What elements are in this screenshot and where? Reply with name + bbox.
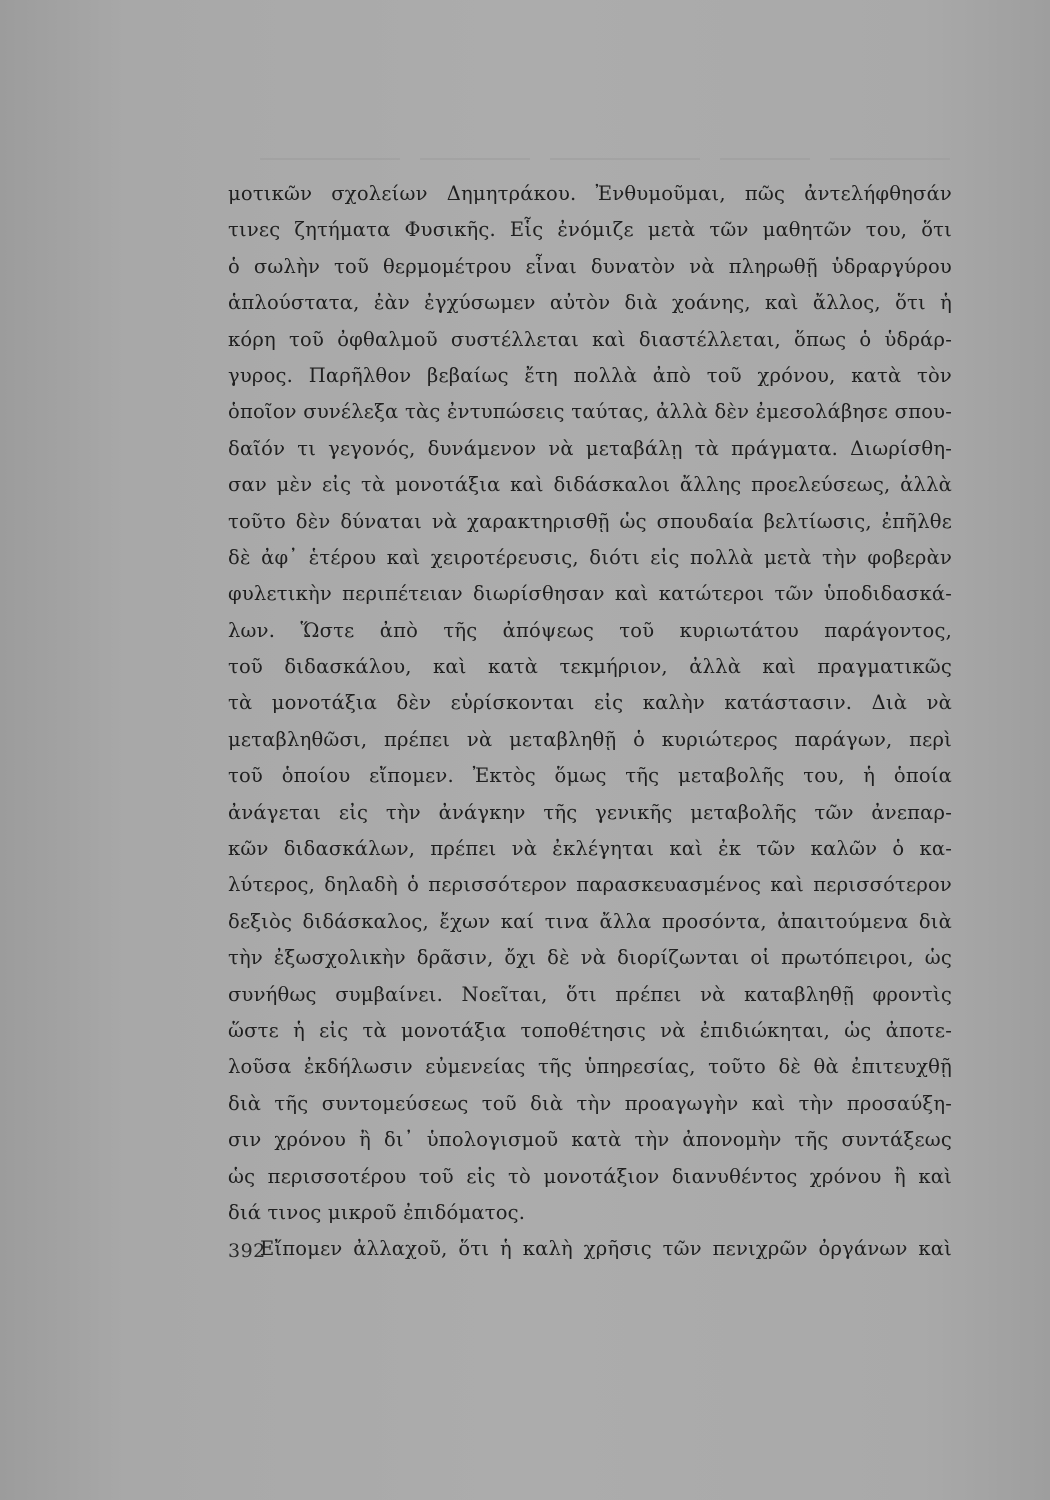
text-line: τινες ζητήματα Φυσικῆς. Εἷς ἐνόμιζε μετὰ τῶν μαθητῶν του, ὅτι [228,218,952,242]
text-line: σιν χρόνου ἢ δι᾽ ὑπολογισμοῦ κατὰ τὴν ἀπονομὴν τῆς συντάξεως [228,1128,952,1152]
text-line: δὲ ἀφ᾽ ἑτέρου καὶ χειροτέρευσις, διότι εἰς πολλὰ μετὰ τὴν φοβερὰν [228,545,952,569]
text-line: κόρη τοῦ ὀφθαλμοῦ συστέλλεται καὶ διαστέλλεται, ὅπως ὁ ὑδράρ- [228,327,952,351]
text-line: ὁ σωλὴν τοῦ θερμομέτρου εἶναι δυνατὸν νὰ πληρωθῇ ὑδραργύρου [228,254,952,278]
text-line: ὥστε ἡ εἰς τὰ μονοτάξια τοποθέτησις νὰ ἐπιδιώκηται, ὡς ἀποτε- [228,1018,952,1042]
bleed-through-marks [230,148,970,172]
body-text [228,176,952,1268]
text-line: λων. Ὥστε ἀπὸ τῆς ἀπόψεως τοῦ κυριωτάτου παράγοντος, [228,618,952,642]
text-line: δεξιὸς διδάσκαλος, ἔχων καί τινα ἄλλα προσόντα, ἀπαιτούμενα διὰ [228,909,952,933]
text-line: μεταβληθῶσι, πρέπει νὰ μεταβληθῇ ὁ κυριώτερος παράγων, περὶ [228,727,952,751]
text-line: μοτικῶν σχολείων Δημητράκου. Ἐνθυμοῦμαι, πῶς ἀντελήφθησάν [228,182,952,205]
text-line: ἁπλούστατα, ἐὰν ἐγχύσωμεν αὐτὸν διὰ χοάνης, καὶ ἄλλος, ὅτι ἡ [228,291,952,315]
bleed-through-text [230,148,970,177]
text-line: Εἴπομεν ἀλλαχοῦ, ὅτι ἡ καλὴ χρῆσις τῶν πενιχρῶν ὀργάνων καὶ [260,1237,952,1261]
text-line: φυλετικὴν περιπέτειαν διωρίσθησαν καὶ κατώτεροι τῶν ὑποδιδασκά- [228,582,952,606]
text-line: τὰ μονοτάξια δὲν εὑρίσκονται εἰς καλὴν κατάστασιν. Διὰ νὰ [228,691,952,715]
text-line: συνήθως συμβαίνει. Νοεῖται, ὅτι πρέπει νὰ καταβληθῇ φροντὶς [228,982,952,1006]
text-line: γυρος. Παρῆλθον βεβαίως ἔτη πολλὰ ἀπὸ τοῦ χρόνου, κατὰ τὸν [228,363,952,387]
text-line: τοῦ ὁποίου εἴπομεν. Ἐκτὸς ὅμως τῆς μεταβολῆς του, ἡ ὁποία [228,764,952,788]
text-line: ὡς περισσοτέρου τοῦ εἰς τὸ μονοτάξιον διανυθέντος χρόνου ἢ καὶ [228,1164,952,1188]
text-line: διά τινος μικροῦ ἐπιδόματος. [228,1200,526,1224]
text-line: ὁποῖον συνέλεξα τὰς ἐντυπώσεις ταύτας, ἀλλὰ δὲν ἐμεσολάβησε σπου- [228,400,952,424]
text-line: κῶν διδασκάλων, πρέπει νὰ ἐκλέγηται καὶ ἐκ τῶν καλῶν ὁ κα- [228,837,952,861]
text-line: λύτερος, δηλαδὴ ὁ περισσότερον παρασκευασμένος καὶ περισσότερον [228,873,952,897]
page-number: 392 [228,1240,266,1262]
text-line: διὰ τῆς συντομεύσεως τοῦ διὰ τὴν προαγωγὴν καὶ τὴν προσαύξη- [228,1091,952,1115]
text-line: τὴν ἐξωσχολικὴν δρᾶσιν, ὄχι δὲ νὰ διορίζωνται οἱ πρωτόπειροι, ὡς [228,946,952,970]
text-line: δαῖόν τι γεγονός, δυνάμενον νὰ μεταβάλῃ τὰ πράγματα. Διωρίσθη- [228,436,952,460]
text-line: λοῦσα ἐκδήλωσιν εὐμενείας τῆς ὑπηρεσίας, τοῦτο δὲ θὰ ἐπιτευχθῇ [228,1055,952,1079]
text-line: τοῦτο δὲν δύναται νὰ χαρακτηρισθῇ ὡς σπουδαία βελτίωσις, ἐπῆλθε [228,509,952,533]
text-line: σαν μὲν εἰς τὰ μονοτάξια καὶ διδάσκαλοι ἄλλης προελεύσεως, ἀλλὰ [228,473,952,497]
text-line: ἀνάγεται εἰς τὴν ἀνάγκην τῆς γενικῆς μεταβολῆς τῶν ἀνεπαρ- [228,800,952,824]
text-line: τοῦ διδασκάλου, καὶ κατὰ τεκμήριον, ἀλλὰ καὶ πραγματικῶς [228,655,952,679]
